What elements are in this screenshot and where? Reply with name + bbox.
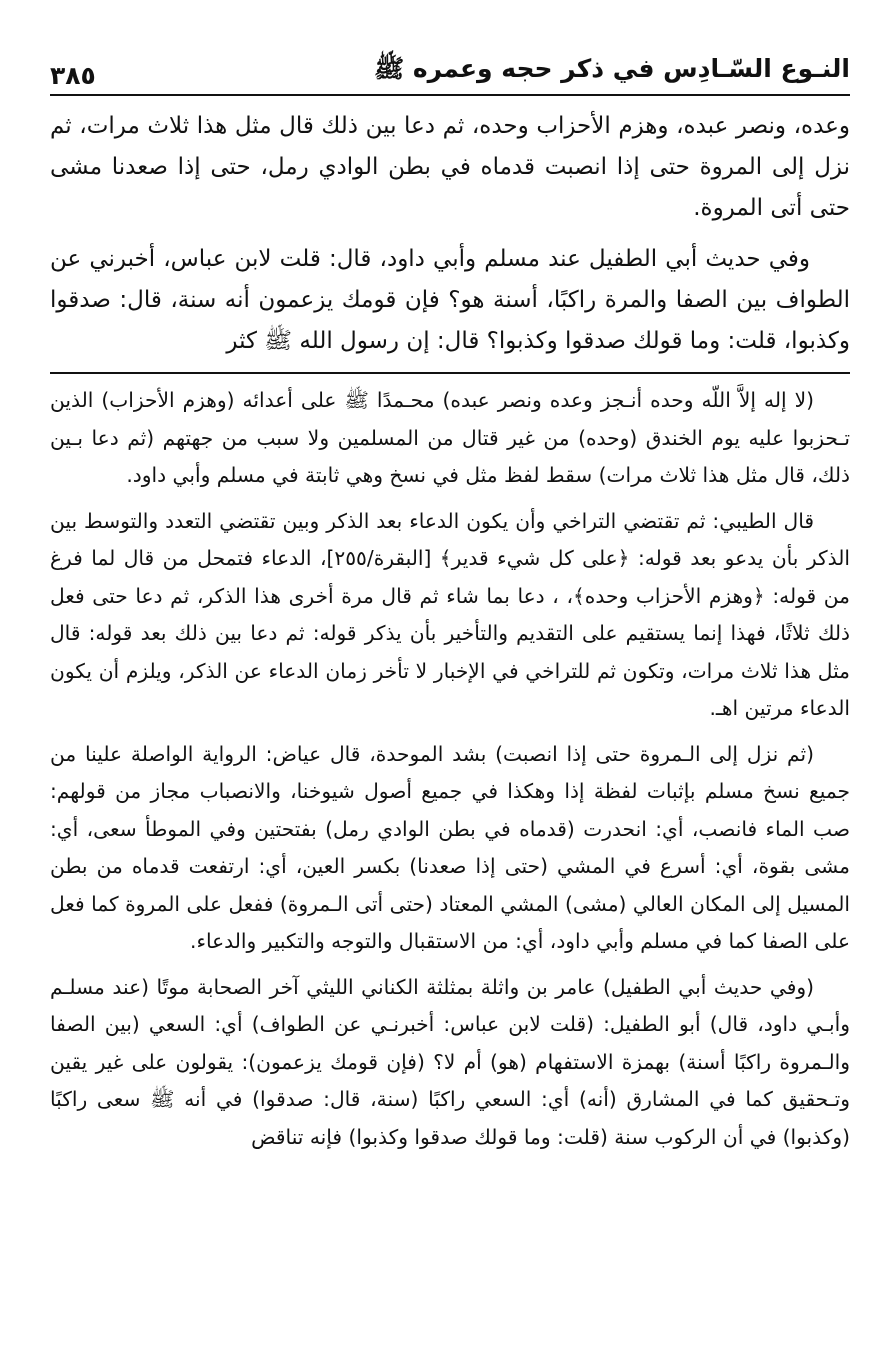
commentary-paragraph: (لا إله إلاَّ اللّه وحده أنـجز وعده ونصر عبده) محـمدًا ﷺ على أعدائه (وهزم الأحزاب) الذين تـحزبوا عليه يوم الخندق (وحده) من غير قتال من المسلمين ولا سبب من جهتهم (ثم دعا بـين ذلك، قال مثل هذا ثلاث مرات) سقط لفظ مثل في نسخ وهي ثابتة في مسلم وأبي داود. [50, 388, 850, 487]
commentary-paragraph: (وفي حديث أبي الطفيل) عامر بن واثلة بمثلثة الكناني الليثي آخر الصحابة موتًا (عند مسلـم وأبـي داود، قال) أبو الطفيل: (قلت لابن عباس: أخبرنـي عن الطواف) أي: السعي (بين الصفا والـمروة راكبًا أسنة) بهمزة الاستفهام (هو) أم لا؟ (فإن قومك يزعمون): يقولون على غير يقين وتـحقيق كما في المشارق (أنه) أي: السعي راكبًا (سنة، قال: صدقوا) في أنه ﷺ سعى راكبًا (وكذبوا) في أن الركوب سنة (قلت: وما قولك صدقوا وكذبوا) فإنه تناقض [50, 974, 850, 1149]
main-text [50, 106, 850, 362]
page-number: ٣٨٥ [50, 61, 96, 90]
page-header [50, 40, 850, 96]
main-paragraph: وفي حديث أبي الطفيل عند مسلم وأبي داود، قال: قلت لابن عباس، أخبرني عن الطواف بين الصفا والمرة راكبًا، أسنة هو؟ فإن قومك يزعمون أنه سنة، قال: صدقوا وكذبوا، قلت: وما قولك صدقوا وكذبوا؟ قال: إن رسول الله ﷺ كثر [50, 246, 850, 354]
commentary [50, 382, 850, 1156]
commentary-divider [50, 372, 850, 374]
commentary-paragraph: قال الطيبي: ثم تقتضي التراخي وأن يكون الدعاء بعد الذكر وبين تقتضي التعدد والتوسط بين الذكر بأن يدعو بعد قوله: ﴿على كل شيء قدير﴾ [البقرة/٢٥٥]، الدعاء فتمحل من قال لما فرغ من قوله: ﴿وهزم الأحزاب وحده﴾، ، دعا بما شاء ثم قال مرة أخرى هذا الذكر، ثم دعا حتى فعل ذلك ثلاثًا، فهذا إنما يستقيم على التقديم والتأخير بأن يذكر قوله: ثم دعا بين ذلك بعد قوله: قال مثل هذا ثلاث مرات، وتكون ثم للتراخي في الإخبار لا تأخر زمان الدعاء عن الذكر، ويلزم أن يكون الدعاء مرتين اهـ. [50, 508, 850, 720]
running-title: النـوع السّـادِس في ذكر حجه وعمره ﷺ [373, 54, 850, 83]
commentary-paragraph: (ثم نزل إلى الـمروة حتى إذا انصبت) بشد الموحدة، قال عياض: الرواية الواصلة علينا من جميع نسخ مسلم بإثبات لفظة إذا وهكذا في جميع أصول شيوخنا، والانصباب مجاز من قولهم: صب الماء فانصب، أي: انحدرت (قدماه في بطن الوادي رمل) بفتحتين وفي الموطأ سعى، أي: مشى بقوة، أي: أسرع في المشي (حتى إذا صعدنا) بكسر العين، أي: ارتفعت قدماه من بطن المسيل إلى المكان العالي (مشى) المشي المعتاد (حتى أتى الـمروة) ففعل على المروة كما فعل على الصفا كما في مسلم وأبي داود، أي: من الاستقبال والتوجه والتكبير والدعاء. [50, 741, 850, 953]
book-page [50, 40, 850, 1164]
main-paragraph: وعده، ونصر عبده، وهزم الأحزاب وحده، ثم دعا بين ذلك قال مثل هذا ثلاث مرات، ثم نزل إلى المروة حتى إذا انصبت قدماه في بطن الوادي رمل، حتى إذا صعدنا مشى حتى أتى المروة. [50, 113, 850, 221]
